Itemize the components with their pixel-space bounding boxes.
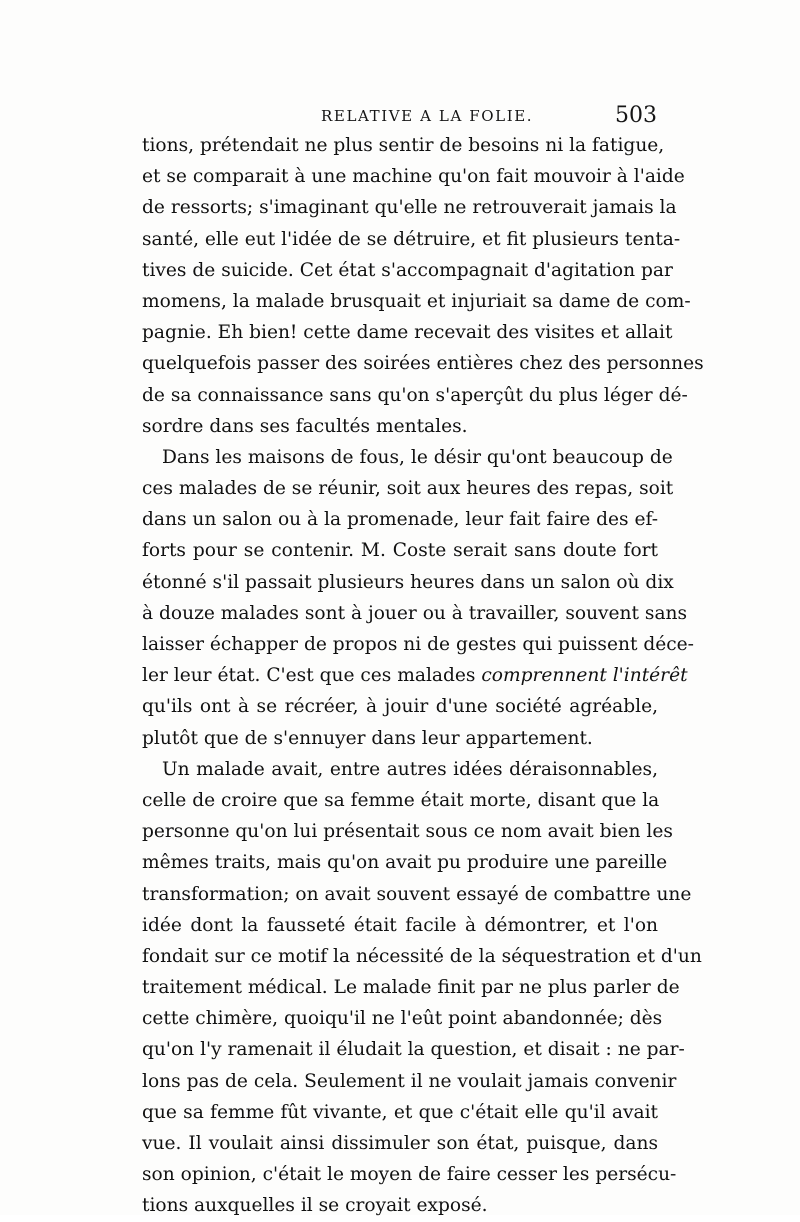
- text-line: transformation; on avait souvent essayé de combattre une: [142, 883, 692, 905]
- text-line: qu'on l'y ramenait il éludait la question, et disait : ne par-: [142, 1039, 685, 1061]
- text-line: de ressorts; s'imaginant qu'elle ne retrouverait jamais la: [142, 197, 677, 219]
- text-line: santé, elle eut l'idée de se détruire, et fit plusieurs tenta-: [142, 228, 681, 250]
- running-title: RELATIVE A LA FOLIE.: [321, 107, 534, 125]
- text-line: ces malades de se réunir, soit aux heures des repas, soit: [142, 478, 674, 500]
- text-line: tions, prétendait ne plus sentir de besoins ni la fatigue,: [142, 135, 665, 156]
- text-line: dans un salon ou à la promenade, leur fait faire des ef-: [142, 509, 658, 531]
- text-line: mêmes traits, mais qu'on avait pu produire une pareille: [142, 852, 668, 874]
- text-line: fondait sur ce motif la nécessité de la séquestration et d'un: [142, 945, 702, 967]
- text-line: laisser échapper de propos ni de gestes qui puissent déce-: [142, 634, 694, 655]
- text-line: sordre dans ses facultés mentales.: [142, 415, 468, 437]
- text-line: idée dont la fausseté était facile à démontrer, et l'on: [142, 914, 658, 936]
- text-line: que sa femme fût vivante, et que c'était elle qu'il avait: [142, 1101, 658, 1123]
- text-line: étonné s'il passait plusieurs heures dans un salon où dix: [142, 571, 674, 593]
- text-segment: ler leur état. C'est que ces malades: [142, 665, 482, 687]
- body-text: [142, 130, 704, 1222]
- text-line: tives de suicide. Cet état s'accompagnait d'agitation par: [142, 259, 673, 281]
- text-line: à douze malades sont à jouer ou à travailler, souvent sans: [142, 602, 688, 624]
- text-line: forts pour se contenir. M. Coste serait sans doute fort: [142, 540, 658, 562]
- text-line: de sa connaissance sans qu'on s'aperçût du plus léger dé-: [142, 384, 688, 406]
- text-line: momens, la malade brusquait et injuriait sa dame de com-: [142, 290, 691, 312]
- italic-phrase: comprennent l'intérêt: [481, 665, 688, 687]
- text-line: cette chimère, quoiqu'il ne l'eût point abandonnée; dès: [142, 1008, 663, 1030]
- text-line: lons pas de cela. Seulement il ne voulait jamais convenir: [142, 1070, 677, 1092]
- text-line: tions auxquelles il se croyait exposé.: [142, 1195, 488, 1217]
- text-line-with-italic: [142, 660, 688, 691]
- page-number: 503: [615, 103, 657, 128]
- text-line: vue. Il voulait ainsi dissimuler son état, puisque, dans: [142, 1133, 658, 1154]
- text-line: pagnie. Eh bien! cette dame recevait des visites et allait: [142, 322, 673, 344]
- text-line: personne qu'on lui présentait sous ce nom avait bien les: [142, 821, 673, 843]
- text-line: quelquefois passer des soirées entières chez des personnes: [142, 353, 704, 375]
- text-line: celle de croire que sa femme était morte, disant que la: [142, 789, 660, 811]
- text-line: Un malade avait, entre autres idées déraisonnables,: [162, 758, 658, 780]
- text-line: son opinion, c'était le moyen de faire cesser les persécu-: [142, 1164, 677, 1186]
- text-line: et se comparait à une machine qu'on fait mouvoir à l'aide: [142, 166, 685, 188]
- text-line: plutôt que de s'ennuyer dans leur appartement.: [142, 727, 593, 749]
- text-line: Dans les maisons de fous, le désir qu'ont beaucoup de: [162, 446, 673, 468]
- running-head: [141, 103, 661, 131]
- text-line: qu'ils ont à se récréer, à jouir d'une société agréable,: [142, 696, 658, 718]
- text-line: traitement médical. Le malade finit par ne plus parler de: [142, 977, 680, 999]
